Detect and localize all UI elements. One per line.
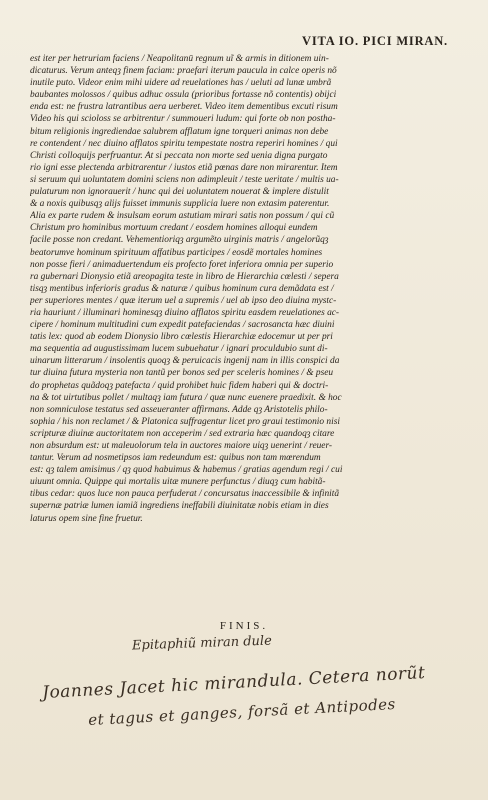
handwritten-epitaph-title: Epitaphiũ miran dule <box>131 633 273 654</box>
text-line: ra gubernari Dionysio etiã areopagita teste in libro de Hierarchia cœlesti / sepera <box>30 271 339 282</box>
text-line: uiuunt omnia. Quippe qui mortalis uitæ munere perfunctus / diuqȝ cum habitã- <box>30 477 326 488</box>
text-line: do prophetas quãdoqȝ patefacta / quid prohibet huic fidem haberi qui & doctri- <box>30 380 329 391</box>
text-line: per superiores mentes / quæ iterum uel a supremis / uel ab ipso deo diuina mystc- <box>30 295 337 306</box>
text-line: & a noxis quibusqȝ alijs fuisset immunis supplicia luere non extasim paterentur. <box>30 199 330 210</box>
text-line: uinarum litterarum / insolentis quoqȝ & peruicacis ingenij nam in illis conspici da <box>30 356 340 367</box>
text-line: tur diuina futura mysteria non tantũ per bonos sed per sceleris homines / & pseu <box>30 368 334 379</box>
text-line: Christi colloquijs perfruantur. At si peccata non morte sed uenia digna purgato <box>30 150 328 161</box>
handwritten-epitaph-line-1: Joannes Jacet hic mirandula. Cetera norũt <box>41 662 426 704</box>
text-line: Video his qui scioloss se arbitrentur / summoueri ludum: qui forte ob non postha- <box>30 114 336 125</box>
text-line: est: qȝ talem amisimus / qȝ quod habuimus & habemus / gratias agendum regi / cui <box>30 465 343 476</box>
text-line: Alia ex parte rudem & insulsam eorum astutiam mirari satis non possum / qui cũ <box>30 211 335 222</box>
text-line: non posse fieri / animaduertendum eis profecto foret inferiora omnia per superio <box>30 259 334 270</box>
text-line: supernæ patriæ lumen iamiã ingrediens ineffabili diuinitatæ nobis etiam in dies <box>30 501 329 512</box>
text-line: scripturæ diuinæ auctoritatem non acceperim / sed extraria hæc quandoqȝ citare <box>30 428 335 439</box>
text-line: re contendent / nec diuino afflatos spiritu tempestate nostra reperiri homines / qui <box>30 138 338 149</box>
text-line: ma sequentia ad augustissimam lucem subuehatur / ignari proculdubio sunt di- <box>30 344 328 355</box>
running-header: VITA IO. PICI MIRAN. <box>302 34 448 48</box>
body-text <box>30 53 462 525</box>
text-line: Christum pro hominibus mortuum credant / eosdem homines alloqui eundem <box>30 223 318 234</box>
text-line: tatis lex: quod ab eodem Dionysio libro cœlestis Hierarchiæ edocemur ut per pri <box>30 332 333 343</box>
text-line: ria hauriunt / illuminari hominesqȝ diuino afflatos spiritu easdem reuelationes ac- <box>30 307 340 318</box>
text-line: dicaturus. Verum anteqȝ finem faciam: praefari iterum paucula in calce operis nõ <box>30 66 337 77</box>
text-line: est iter per hetruriam faciens / Neapolitanū regnum uĩ & armis in ditionem uin- <box>30 54 329 64</box>
text-line: rio igni esse plectenda arbitrarentur / iustos etiã pœnas dare non mirarentur. Item <box>30 162 338 173</box>
handwritten-epitaph-line-2: et tagus et ganges, forsã et Antipodes <box>87 694 397 730</box>
text-line: si seruum qui uoluntatem domini sciens non adimpleuit / teste ueritate / multis ua- <box>30 174 339 185</box>
text-line: tibus cedar: quos luce non pauca perfuderat / concursatus inaccessibile & infinitã <box>30 489 340 500</box>
text-line: enda est: ne frustra latrantibus aera uerberet. Video item dementibus excuti risum <box>30 102 338 113</box>
text-line: non absurdum est: ut maleuolorum tela in auctores maiore uiqȝ uenerint / reuer- <box>30 441 333 451</box>
text-line: sophia / his non reclamet / & Platonica suffragentur licet pro graui testimonio nisi <box>30 416 340 427</box>
text-line: beatorumve hominum spirituum affatibus participes / eosdẽ mortales homines <box>30 247 323 258</box>
text-line: non somniculose testatus sed asseueranter affirmans. Adde qȝ Aristotelis philo- <box>30 404 328 415</box>
text-line: pulaturum non ignorauerit / hunc qui dei uoluntatem nouerat & implere distulit <box>30 187 329 198</box>
text-line: baubantes molossos / quibus adhuc ossula (prioribus fortasse nõ contentis) obijci <box>30 90 337 101</box>
text-line: laturus opem sine fine fruetur. <box>30 513 143 524</box>
text-line: facile posse non credant. Vehementioriqȝ argumẽto uirginis matris / angelorũqȝ <box>30 235 329 246</box>
text-line: tisqȝ mentibus inferioris gradus & naturæ / quibus hominum cura demãdata est / <box>30 283 334 294</box>
text-line: na & tot uirtutibus pollet / multaqȝ iam futura / quæ nunc euenere praedixit. & hoc <box>30 392 342 403</box>
text-line: bitum religionis ingrediendae salubrem afflatum igne torqueri animas non debe <box>30 126 329 137</box>
finis-label: FINIS. <box>219 620 269 632</box>
text-line: tantur. Verum ad nosmetipsos iam redeundum est: quibus non tam mœrendum <box>30 453 321 464</box>
text-line: cipere / hominum multitudini cum expedit patefaciendas / sacrosancta hæc diuini <box>30 320 335 331</box>
text-line: inutile puto. Videor enim mihi uidere ad reuelationes has / ueluti ad lunæ umbrã <box>30 78 332 89</box>
